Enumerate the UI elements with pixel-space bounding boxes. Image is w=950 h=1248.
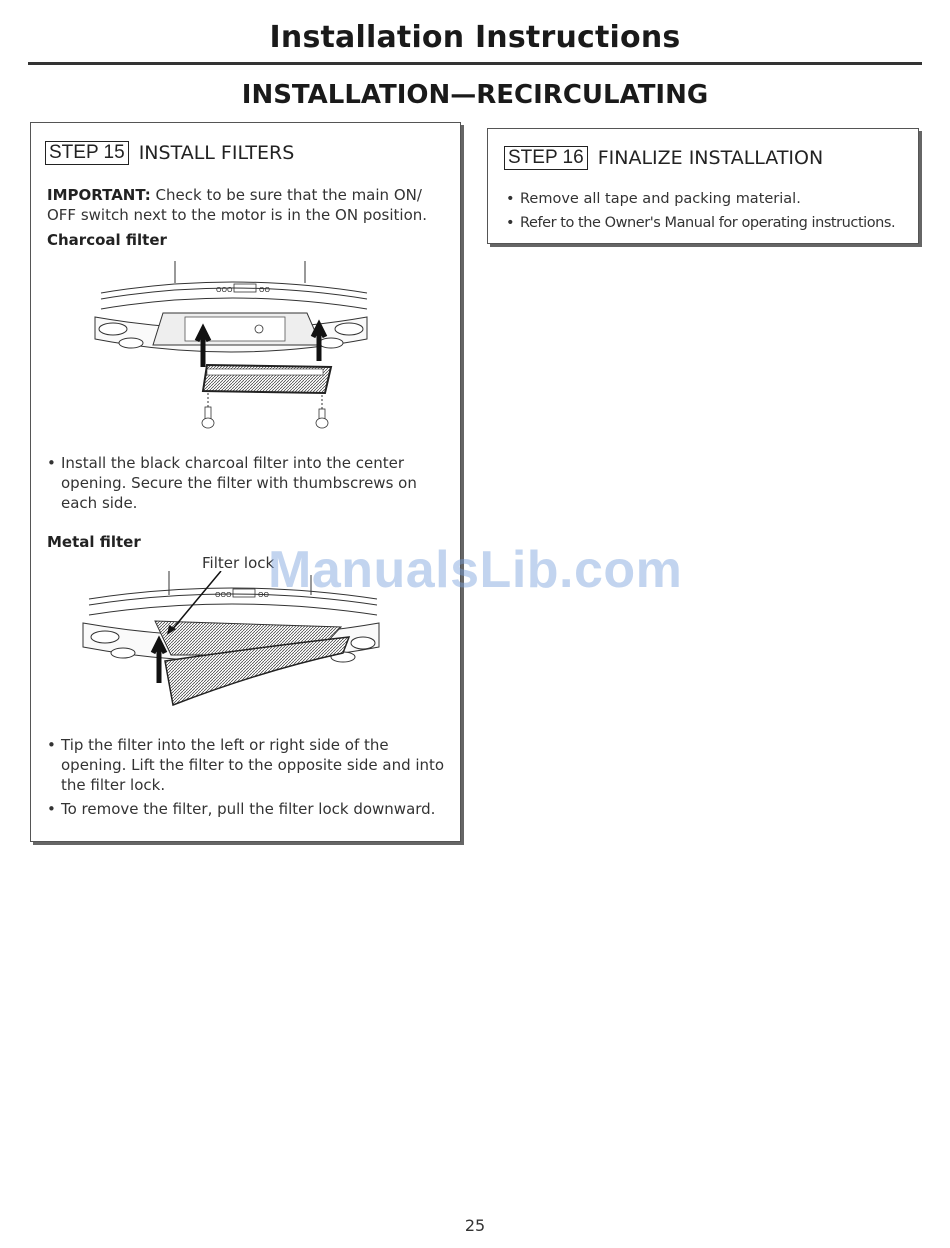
- charcoal-bullets: [47, 453, 447, 513]
- thumbscrew-left-icon: [202, 407, 214, 428]
- hood-control-lights-right: OO: [259, 286, 271, 294]
- metal-bullets: [47, 735, 447, 819]
- right-light: [335, 323, 363, 335]
- watermark: ManualsLib.com: [268, 541, 683, 599]
- metal-hood-lights-left: OOO: [215, 591, 232, 599]
- step-15-header: [45, 141, 294, 165]
- right-light-2: [319, 338, 343, 348]
- metal-filter-heading: Metal filter: [47, 533, 141, 551]
- metal-hood-lights-right: OO: [258, 591, 270, 599]
- title-divider: [28, 62, 922, 65]
- step-16-header: [504, 146, 823, 170]
- metal-bullet-1: • Tip the filter into the left or right side of the opening. Lift the filter to the opposite side and into the filter lock.: [47, 735, 447, 795]
- important-text: Check to be sure that the main ON/ OFF switch next to the motor is in the ON position.: [47, 186, 428, 224]
- hood-control-lights-left: OOO: [216, 286, 233, 294]
- filter-lock-label: Filter lock: [202, 554, 275, 572]
- step-16-title: FINALIZE INSTALLATION: [597, 147, 824, 169]
- charcoal-filter-heading: Charcoal filter: [47, 231, 167, 249]
- finalize-bullets: [506, 189, 916, 233]
- step-15-tag: STEP 15: [45, 141, 129, 165]
- page-number: 25: [464, 1216, 486, 1235]
- finalize-bullet-2: • Refer to the Owner's Manual for operating instructions.: [506, 213, 916, 233]
- lift-arrow: [153, 641, 165, 683]
- left-light: [99, 323, 127, 335]
- important-label: IMPORTANT:: [47, 186, 151, 204]
- finalize-bullet-1: • Remove all tape and packing material.: [506, 189, 916, 209]
- metal-bullet-2: • To remove the filter, pull the filter lock downward.: [47, 799, 447, 819]
- step-16-tag: STEP 16: [504, 146, 588, 170]
- step-16-panel: [487, 128, 919, 244]
- step-15-title: INSTALL FILTERS: [138, 142, 295, 164]
- page-title: Installation Instructions: [269, 20, 681, 55]
- left-light-2: [119, 338, 143, 348]
- important-note: [47, 185, 447, 225]
- thumbscrew-right-icon: [316, 409, 328, 428]
- charcoal-bullet-1: • Install the black charcoal filter into the center opening. Secure the filter with thumbscrews on each side.: [47, 453, 447, 513]
- step-15-panel: [30, 122, 461, 842]
- section-title: INSTALLATION—RECIRCULATING: [241, 80, 709, 110]
- charcoal-filter-illustration: [91, 257, 371, 433]
